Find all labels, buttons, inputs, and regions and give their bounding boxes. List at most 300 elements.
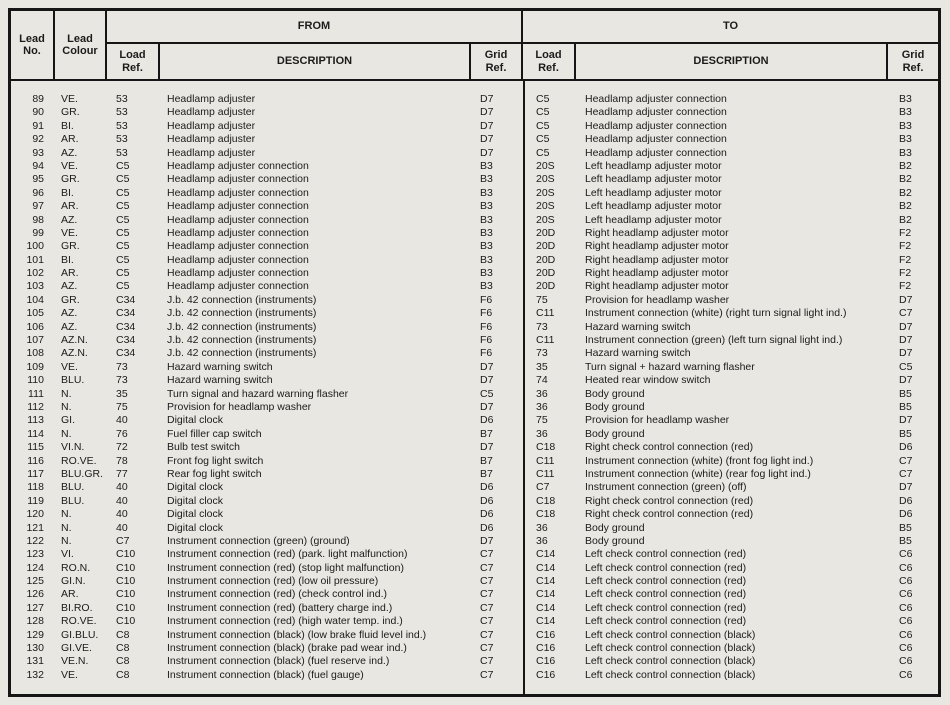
from-description-cell: Instrument connection (black) (fuel reserve ind.) — [167, 655, 390, 668]
from-load-ref-cell: C5 — [116, 253, 130, 266]
to-description-cell: Provision for headlamp washer — [585, 293, 730, 306]
to-description-cell: Right check control connection (red) — [585, 494, 754, 507]
from-load-ref-cell: C34 — [116, 293, 136, 306]
from-load-ref-cell: 73 — [116, 360, 128, 373]
from-load-ref-cell: 40 — [116, 521, 128, 534]
table-row — [11, 120, 938, 133]
lead-colour-cell: N. — [61, 400, 72, 413]
column-header-lead-no: Lead No. — [11, 11, 55, 81]
to-load-ref-cell: C11 — [536, 334, 555, 347]
table-row — [11, 200, 938, 213]
to-load-ref-cell: C14 — [536, 601, 556, 614]
from-load-ref-cell: C10 — [116, 615, 136, 628]
lead-colour-cell: VE. — [61, 159, 78, 172]
to-grid-ref-cell: C6 — [899, 575, 913, 588]
from-grid-ref-cell: C7 — [480, 561, 494, 574]
from-description-cell: Hazard warning switch — [167, 374, 273, 387]
table-row — [11, 468, 938, 481]
table-row — [11, 133, 938, 146]
to-load-ref-cell: C5 — [536, 133, 550, 146]
to-description-cell: Left check control connection (red) — [585, 575, 747, 588]
from-description-cell: Headlamp adjuster connection — [167, 267, 309, 280]
from-grid-ref-cell: D7 — [480, 106, 494, 119]
table-row — [11, 106, 938, 119]
lead-no-cell: 117 — [27, 467, 44, 480]
to-description-cell: Left headlamp adjuster motor — [585, 213, 722, 226]
to-description-cell: Heated rear window switch — [585, 374, 711, 387]
table-row — [11, 414, 938, 427]
from-grid-ref-cell: C7 — [480, 575, 494, 588]
from-grid-ref-cell: C7 — [480, 548, 494, 561]
to-load-ref-cell: C16 — [536, 655, 556, 668]
to-grid-ref-cell: D6 — [899, 494, 913, 507]
table-row — [11, 508, 938, 521]
column-header-from-grid-ref: Grid Ref. — [471, 44, 523, 81]
lead-colour-cell: AZ.N. — [61, 334, 88, 347]
table-row — [11, 187, 938, 200]
from-description-cell: Instrument connection (black) (fuel gauge) — [167, 668, 364, 681]
to-grid-ref-cell: B5 — [899, 427, 912, 440]
table-row — [11, 361, 938, 374]
to-load-ref-cell: 20D — [536, 267, 556, 280]
lead-no-cell: 103 — [26, 280, 44, 293]
lead-no-cell: 132 — [26, 668, 44, 681]
from-load-ref-cell: C34 — [116, 347, 136, 360]
table-row — [11, 642, 938, 655]
lead-colour-cell: N. — [61, 534, 72, 547]
to-load-ref-cell: 20S — [536, 186, 555, 199]
to-grid-ref-cell: C6 — [899, 588, 913, 601]
from-grid-ref-cell: D7 — [480, 374, 494, 387]
from-grid-ref-cell: D6 — [480, 481, 494, 494]
lead-no-cell: 105 — [26, 307, 44, 320]
from-grid-ref-cell: C7 — [480, 655, 494, 668]
to-grid-ref-cell: B2 — [899, 173, 912, 186]
from-load-ref-cell: C5 — [116, 159, 130, 172]
from-grid-ref-cell: D7 — [480, 400, 494, 413]
lead-colour-cell: GR. — [61, 240, 80, 253]
from-grid-ref-cell: B3 — [480, 253, 493, 266]
lead-no-cell: 128 — [26, 615, 44, 628]
to-load-ref-cell: 20D — [536, 226, 556, 239]
column-header-from-description: DESCRIPTION — [160, 44, 471, 81]
table-row — [11, 93, 938, 106]
from-description-cell: Instrument connection (red) (high water temp. ind.) — [167, 615, 403, 628]
to-grid-ref-cell: B3 — [899, 146, 912, 159]
from-grid-ref-cell: B3 — [480, 280, 493, 293]
from-description-cell: Headlamp adjuster — [167, 106, 256, 119]
to-load-ref-cell: 20D — [536, 253, 556, 266]
lead-no-cell: 109 — [26, 360, 44, 373]
from-load-ref-cell: C8 — [116, 642, 130, 655]
table-row — [11, 655, 938, 668]
lead-no-cell: 99 — [32, 226, 44, 239]
to-description-cell: Right headlamp adjuster motor — [585, 280, 729, 293]
lead-colour-cell: BLU. — [61, 494, 85, 507]
from-load-ref-cell: C10 — [116, 601, 136, 614]
table-row — [11, 669, 938, 682]
to-load-ref-cell: C14 — [536, 561, 556, 574]
from-description-cell: J.b. 42 connection (instruments) — [167, 293, 317, 306]
lead-no-cell: 124 — [26, 561, 44, 574]
to-grid-ref-cell: D7 — [899, 481, 913, 494]
from-load-ref-cell: 53 — [116, 93, 128, 105]
lead-colour-cell: VE. — [61, 226, 78, 239]
table-row — [11, 227, 938, 240]
to-grid-ref-cell: C6 — [899, 561, 913, 574]
from-description-cell: Headlamp adjuster connection — [167, 240, 309, 253]
from-load-ref-cell: C8 — [116, 668, 130, 681]
from-grid-ref-cell: D7 — [480, 534, 494, 547]
from-description-cell: Headlamp adjuster — [167, 93, 256, 105]
from-grid-ref-cell: B3 — [480, 240, 493, 253]
to-description-cell: Hazard warning switch — [585, 320, 691, 333]
from-description-cell: Headlamp adjuster connection — [167, 159, 309, 172]
to-load-ref-cell: 73 — [536, 347, 548, 360]
lead-no-cell: 89 — [32, 93, 44, 105]
to-description-cell: Body ground — [585, 521, 645, 534]
table-row — [11, 160, 938, 173]
lead-colour-cell: VI.N. — [61, 441, 85, 454]
lead-colour-cell: N. — [61, 508, 72, 521]
to-load-ref-cell: 20S — [536, 159, 555, 172]
to-grid-ref-cell: B2 — [899, 200, 912, 213]
lead-colour-cell: AR. — [61, 133, 79, 146]
from-grid-ref-cell: C7 — [480, 642, 494, 655]
from-description-cell: Digital clock — [167, 414, 224, 427]
table-row — [11, 522, 938, 535]
lead-colour-cell: AZ. — [61, 146, 78, 159]
lead-no-cell: 96 — [32, 186, 44, 199]
from-load-ref-cell: C8 — [116, 628, 130, 641]
to-load-ref-cell: 75 — [536, 293, 548, 306]
lead-no-cell: 111 — [28, 387, 44, 400]
section-header-from: FROM — [107, 11, 523, 44]
to-load-ref-cell: 36 — [536, 521, 548, 534]
to-load-ref-cell: 36 — [536, 387, 548, 400]
table-row — [11, 267, 938, 280]
to-description-cell: Headlamp adjuster connection — [585, 119, 727, 132]
lead-no-cell: 94 — [32, 159, 44, 172]
to-description-cell: Body ground — [585, 400, 645, 413]
lead-colour-cell: RO.VE. — [61, 454, 97, 467]
to-grid-ref-cell: B5 — [899, 400, 912, 413]
to-load-ref-cell: C18 — [536, 508, 556, 521]
to-description-cell: Right check control connection (red) — [585, 441, 754, 454]
table-row — [11, 147, 938, 160]
to-grid-ref-cell: D7 — [899, 334, 913, 347]
to-grid-ref-cell: B3 — [899, 106, 912, 119]
from-description-cell: Digital clock — [167, 481, 224, 494]
table-row — [11, 481, 938, 494]
from-load-ref-cell: C5 — [116, 267, 130, 280]
to-description-cell: Body ground — [585, 387, 645, 400]
to-load-ref-cell: C5 — [536, 106, 550, 119]
from-grid-ref-cell: C7 — [480, 588, 494, 601]
table-row — [11, 347, 938, 360]
to-load-ref-cell: 73 — [536, 320, 548, 333]
from-load-ref-cell: C10 — [116, 561, 136, 574]
from-grid-ref-cell: B7 — [480, 454, 493, 467]
to-description-cell: Left check control connection (black) — [585, 628, 756, 641]
section-header-to: TO — [523, 11, 938, 44]
to-description-cell: Right check control connection (red) — [585, 508, 754, 521]
column-header-lead-colour: Lead Colour — [55, 11, 107, 81]
lead-colour-cell: VE. — [61, 93, 78, 105]
from-grid-ref-cell: D6 — [480, 414, 494, 427]
to-load-ref-cell: C14 — [536, 615, 556, 628]
lead-colour-cell: BI. — [61, 119, 74, 132]
lead-colour-cell: AR. — [61, 588, 79, 601]
from-load-ref-cell: C5 — [116, 226, 130, 239]
from-description-cell: J.b. 42 connection (instruments) — [167, 320, 317, 333]
lead-colour-cell: AZ. — [61, 213, 78, 226]
lead-no-cell: 102 — [26, 267, 44, 280]
to-grid-ref-cell: F2 — [899, 226, 912, 239]
lead-colour-cell: BLU. — [61, 481, 85, 494]
lead-no-cell: 125 — [26, 575, 44, 588]
to-description-cell: Headlamp adjuster connection — [585, 106, 727, 119]
lead-no-cell: 122 — [26, 534, 44, 547]
from-description-cell: Instrument connection (green) (ground) — [167, 534, 350, 547]
to-description-cell: Instrument connection (white) (front fog light ind.) — [585, 454, 814, 467]
to-grid-ref-cell: F2 — [899, 253, 912, 266]
from-grid-ref-cell: C5 — [480, 387, 494, 400]
to-load-ref-cell: C11 — [536, 467, 555, 480]
from-grid-ref-cell: B7 — [480, 427, 493, 440]
from-grid-ref-cell: B3 — [480, 213, 493, 226]
lead-no-cell: 123 — [26, 548, 44, 561]
lead-colour-cell: BLU.GR. — [61, 467, 104, 480]
column-header-from-load-ref: Load Ref. — [107, 44, 160, 81]
table-row — [11, 428, 938, 441]
to-description-cell: Left check control connection (black) — [585, 668, 756, 681]
to-description-cell: Left headlamp adjuster motor — [585, 200, 722, 213]
to-grid-ref-cell: D6 — [899, 508, 913, 521]
from-load-ref-cell: C7 — [116, 534, 130, 547]
lead-colour-cell: AR. — [61, 267, 79, 280]
to-description-cell: Left check control connection (red) — [585, 615, 747, 628]
to-grid-ref-cell: B3 — [899, 133, 912, 146]
lead-colour-cell: BLU. — [61, 374, 85, 387]
lead-colour-cell: AR. — [61, 200, 79, 213]
from-load-ref-cell: 53 — [116, 133, 128, 146]
from-grid-ref-cell: D7 — [480, 360, 494, 373]
from-grid-ref-cell: B3 — [480, 186, 493, 199]
from-description-cell: Hazard warning switch — [167, 360, 273, 373]
to-grid-ref-cell: D7 — [899, 414, 913, 427]
lead-colour-cell: BI. — [61, 253, 74, 266]
from-description-cell: Instrument connection (black) (brake pad wear ind.) — [167, 642, 407, 655]
to-grid-ref-cell: D6 — [899, 441, 913, 454]
table-row — [11, 240, 938, 253]
lead-colour-cell: AZ. — [61, 280, 78, 293]
to-load-ref-cell: C16 — [536, 668, 556, 681]
lead-no-cell: 106 — [26, 320, 44, 333]
from-load-ref-cell: 35 — [116, 387, 128, 400]
lead-no-cell: 129 — [26, 628, 44, 641]
table-row — [11, 495, 938, 508]
to-description-cell: Hazard warning switch — [585, 347, 691, 360]
to-load-ref-cell: C16 — [536, 642, 556, 655]
from-description-cell: Headlamp adjuster connection — [167, 226, 309, 239]
to-grid-ref-cell: B5 — [899, 534, 912, 547]
to-grid-ref-cell: C6 — [899, 601, 913, 614]
table-row — [11, 562, 938, 575]
lead-no-cell: 127 — [26, 601, 44, 614]
from-description-cell: Instrument connection (black) (low brake fluid level ind.) — [167, 628, 427, 641]
table-row — [11, 307, 938, 320]
from-grid-ref-cell: D7 — [480, 119, 494, 132]
table-row — [11, 602, 938, 615]
lead-colour-cell: VE.N. — [61, 655, 89, 668]
from-load-ref-cell: C10 — [116, 548, 136, 561]
column-header-to-description: DESCRIPTION — [576, 44, 888, 81]
to-load-ref-cell: 20D — [536, 280, 556, 293]
to-description-cell: Left check control connection (red) — [585, 601, 747, 614]
from-description-cell: Headlamp adjuster connection — [167, 213, 309, 226]
lead-no-cell: 100 — [26, 240, 44, 253]
from-grid-ref-cell: C7 — [480, 668, 494, 681]
to-grid-ref-cell: C6 — [899, 655, 913, 668]
to-description-cell: Headlamp adjuster connection — [585, 133, 727, 146]
to-description-cell: Instrument connection (green) (off) — [585, 481, 747, 494]
from-load-ref-cell: 40 — [116, 508, 128, 521]
lead-colour-cell: GR. — [61, 106, 80, 119]
from-description-cell: Bulb test switch — [167, 441, 240, 454]
lead-colour-cell: GI.BLU. — [61, 628, 99, 641]
from-grid-ref-cell: C7 — [480, 628, 494, 641]
from-description-cell: Headlamp adjuster — [167, 133, 256, 146]
to-description-cell: Instrument connection (green) (left turn signal light ind.) — [585, 334, 843, 347]
from-description-cell: Instrument connection (red) (low oil pressure) — [167, 575, 379, 588]
to-load-ref-cell: C14 — [536, 575, 556, 588]
to-description-cell: Body ground — [585, 534, 645, 547]
lead-colour-cell: BI.RO. — [61, 601, 93, 614]
to-description-cell: Headlamp adjuster connection — [585, 93, 727, 105]
from-description-cell: Instrument connection (red) (park. light malfunction) — [167, 548, 408, 561]
to-load-ref-cell: C7 — [536, 481, 550, 494]
from-description-cell: Digital clock — [167, 508, 224, 521]
from-description-cell: J.b. 42 connection (instruments) — [167, 334, 317, 347]
to-grid-ref-cell: C7 — [899, 307, 913, 320]
from-grid-ref-cell: D7 — [480, 133, 494, 146]
lead-no-cell: 131 — [26, 655, 44, 668]
table-body — [11, 81, 938, 694]
to-grid-ref-cell: C7 — [899, 467, 913, 480]
from-grid-ref-cell: C7 — [480, 601, 494, 614]
to-grid-ref-cell: B2 — [899, 213, 912, 226]
lead-colour-cell: GR. — [61, 293, 80, 306]
to-load-ref-cell: C14 — [536, 588, 556, 601]
to-description-cell: Right headlamp adjuster motor — [585, 253, 729, 266]
to-description-cell: Left headlamp adjuster motor — [585, 186, 722, 199]
to-load-ref-cell: 36 — [536, 427, 548, 440]
table-row — [11, 388, 938, 401]
table-row — [11, 535, 938, 548]
from-grid-ref-cell: F6 — [480, 320, 493, 333]
table-row — [11, 294, 938, 307]
from-load-ref-cell: 53 — [116, 146, 128, 159]
from-grid-ref-cell: B3 — [480, 159, 493, 172]
table-row — [11, 441, 938, 454]
lead-colour-cell: AZ. — [61, 320, 78, 333]
from-load-ref-cell: C34 — [116, 307, 136, 320]
lead-no-cell: 108 — [26, 347, 44, 360]
table-row — [11, 334, 938, 347]
to-grid-ref-cell: B5 — [899, 521, 912, 534]
to-load-ref-cell: 20S — [536, 200, 555, 213]
lead-no-cell: 113 — [27, 414, 44, 427]
lead-no-cell: 107 — [26, 334, 44, 347]
lead-no-cell: 104 — [26, 293, 44, 306]
to-grid-ref-cell: B3 — [899, 119, 912, 132]
from-load-ref-cell: 78 — [116, 454, 128, 467]
table-row — [11, 455, 938, 468]
from-grid-ref-cell: F6 — [480, 307, 493, 320]
lead-colour-cell: GI. — [61, 414, 76, 427]
table-row — [11, 548, 938, 561]
to-grid-ref-cell: F2 — [899, 267, 912, 280]
from-load-ref-cell: C10 — [116, 575, 136, 588]
to-load-ref-cell: 20S — [536, 173, 555, 186]
to-load-ref-cell: C11 — [536, 307, 555, 320]
table-row — [11, 629, 938, 642]
from-grid-ref-cell: D6 — [480, 508, 494, 521]
to-grid-ref-cell: C6 — [899, 668, 913, 681]
from-description-cell: Headlamp adjuster connection — [167, 186, 309, 199]
from-load-ref-cell: C5 — [116, 213, 130, 226]
from-load-ref-cell: 72 — [116, 441, 128, 454]
to-load-ref-cell: C16 — [536, 628, 556, 641]
lead-no-cell: 101 — [26, 253, 44, 266]
to-load-ref-cell: 35 — [536, 360, 548, 373]
to-description-cell: Headlamp adjuster connection — [585, 146, 727, 159]
lead-colour-cell: VE. — [61, 360, 78, 373]
to-load-ref-cell: 36 — [536, 400, 548, 413]
to-load-ref-cell: C5 — [536, 119, 550, 132]
from-description-cell: Front fog light switch — [167, 454, 264, 467]
to-load-ref-cell: C14 — [536, 548, 556, 561]
to-load-ref-cell: C11 — [536, 454, 555, 467]
table-row — [11, 401, 938, 414]
lead-no-cell: 93 — [32, 146, 44, 159]
lead-no-cell: 116 — [27, 454, 44, 467]
lead-no-cell: 95 — [32, 173, 44, 186]
from-grid-ref-cell: D7 — [480, 441, 494, 454]
from-load-ref-cell: 73 — [116, 374, 128, 387]
to-grid-ref-cell: F2 — [899, 280, 912, 293]
to-description-cell: Left check control connection (black) — [585, 655, 756, 668]
table-row — [11, 575, 938, 588]
to-load-ref-cell: 74 — [536, 374, 548, 387]
from-description-cell: Headlamp adjuster — [167, 146, 256, 159]
lead-no-cell: 114 — [27, 427, 44, 440]
from-load-ref-cell: C10 — [116, 588, 136, 601]
lead-colour-cell: RO.VE. — [61, 615, 97, 628]
to-load-ref-cell: C5 — [536, 146, 550, 159]
lead-colour-cell: AZ. — [61, 307, 78, 320]
from-description-cell: Digital clock — [167, 494, 224, 507]
lead-colour-cell: N. — [61, 521, 72, 534]
table-row — [11, 280, 938, 293]
to-grid-ref-cell: C6 — [899, 548, 913, 561]
lead-no-cell: 92 — [32, 133, 44, 146]
to-grid-ref-cell: F2 — [899, 240, 912, 253]
from-description-cell: Headlamp adjuster connection — [167, 173, 309, 186]
to-description-cell: Left check control connection (black) — [585, 642, 756, 655]
lead-colour-cell: RO.N. — [61, 561, 91, 574]
